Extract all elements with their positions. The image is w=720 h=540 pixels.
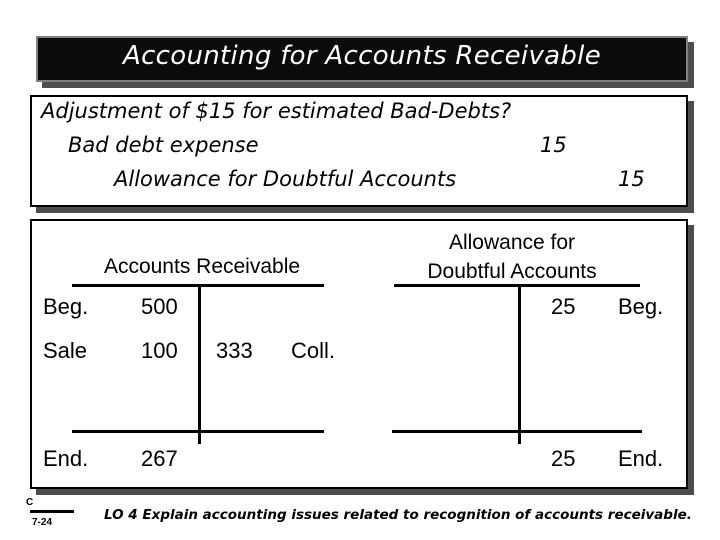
allowance-header-line2: Doubtful Accounts <box>427 260 597 283</box>
allowance-t-total-line <box>392 430 642 433</box>
allowance-row-label: End. <box>618 446 664 471</box>
slide-number-mark <box>26 497 72 528</box>
journal-entry-panel <box>30 95 688 207</box>
slide-title: Accounting for Accounts Receivable <box>123 41 601 71</box>
ar-row-label: Beg. <box>43 294 89 319</box>
credit-account: Allowance for Doubtful Accounts <box>114 167 457 191</box>
allowance-t-top-line <box>394 284 640 287</box>
allowance-t-center-line <box>518 284 521 444</box>
allowance-row-credit: 25 <box>551 446 576 471</box>
ar-account-header: Accounts Receivable <box>103 255 301 278</box>
ar-row-debit: 500 <box>141 294 178 319</box>
ar-t-total-line <box>72 430 324 433</box>
learning-objective: LO 4 Explain accounting issues related to recognition of accounts receivable. <box>104 507 692 523</box>
title-banner <box>36 36 688 82</box>
allowance-row-label: Beg. <box>618 294 664 319</box>
ar-row-debit: 100 <box>141 338 178 363</box>
slide-number-rule <box>30 510 74 513</box>
ar-row-debit: 267 <box>141 446 178 471</box>
ar-row-label: Sale <box>43 338 88 363</box>
allowance-row-credit: 25 <box>551 294 576 319</box>
entry-question: Adjustment of $15 for estimated Bad-Debts? <box>41 99 512 123</box>
slide-number: 7-24 <box>32 517 53 528</box>
chapter-mark: C <box>26 497 34 508</box>
ar-t-center-line <box>198 284 201 444</box>
ar-row-credit-label: Coll. <box>291 338 336 363</box>
debit-account: Bad debt expense <box>68 133 259 157</box>
t-accounts-panel <box>30 219 688 489</box>
allowance-header-line1: Allowance for <box>448 231 576 254</box>
debit-amount: 15 <box>540 133 567 157</box>
ar-row-label: End. <box>43 446 89 471</box>
credit-amount: 15 <box>618 167 645 191</box>
ar-row-credit: 333 <box>216 338 253 363</box>
